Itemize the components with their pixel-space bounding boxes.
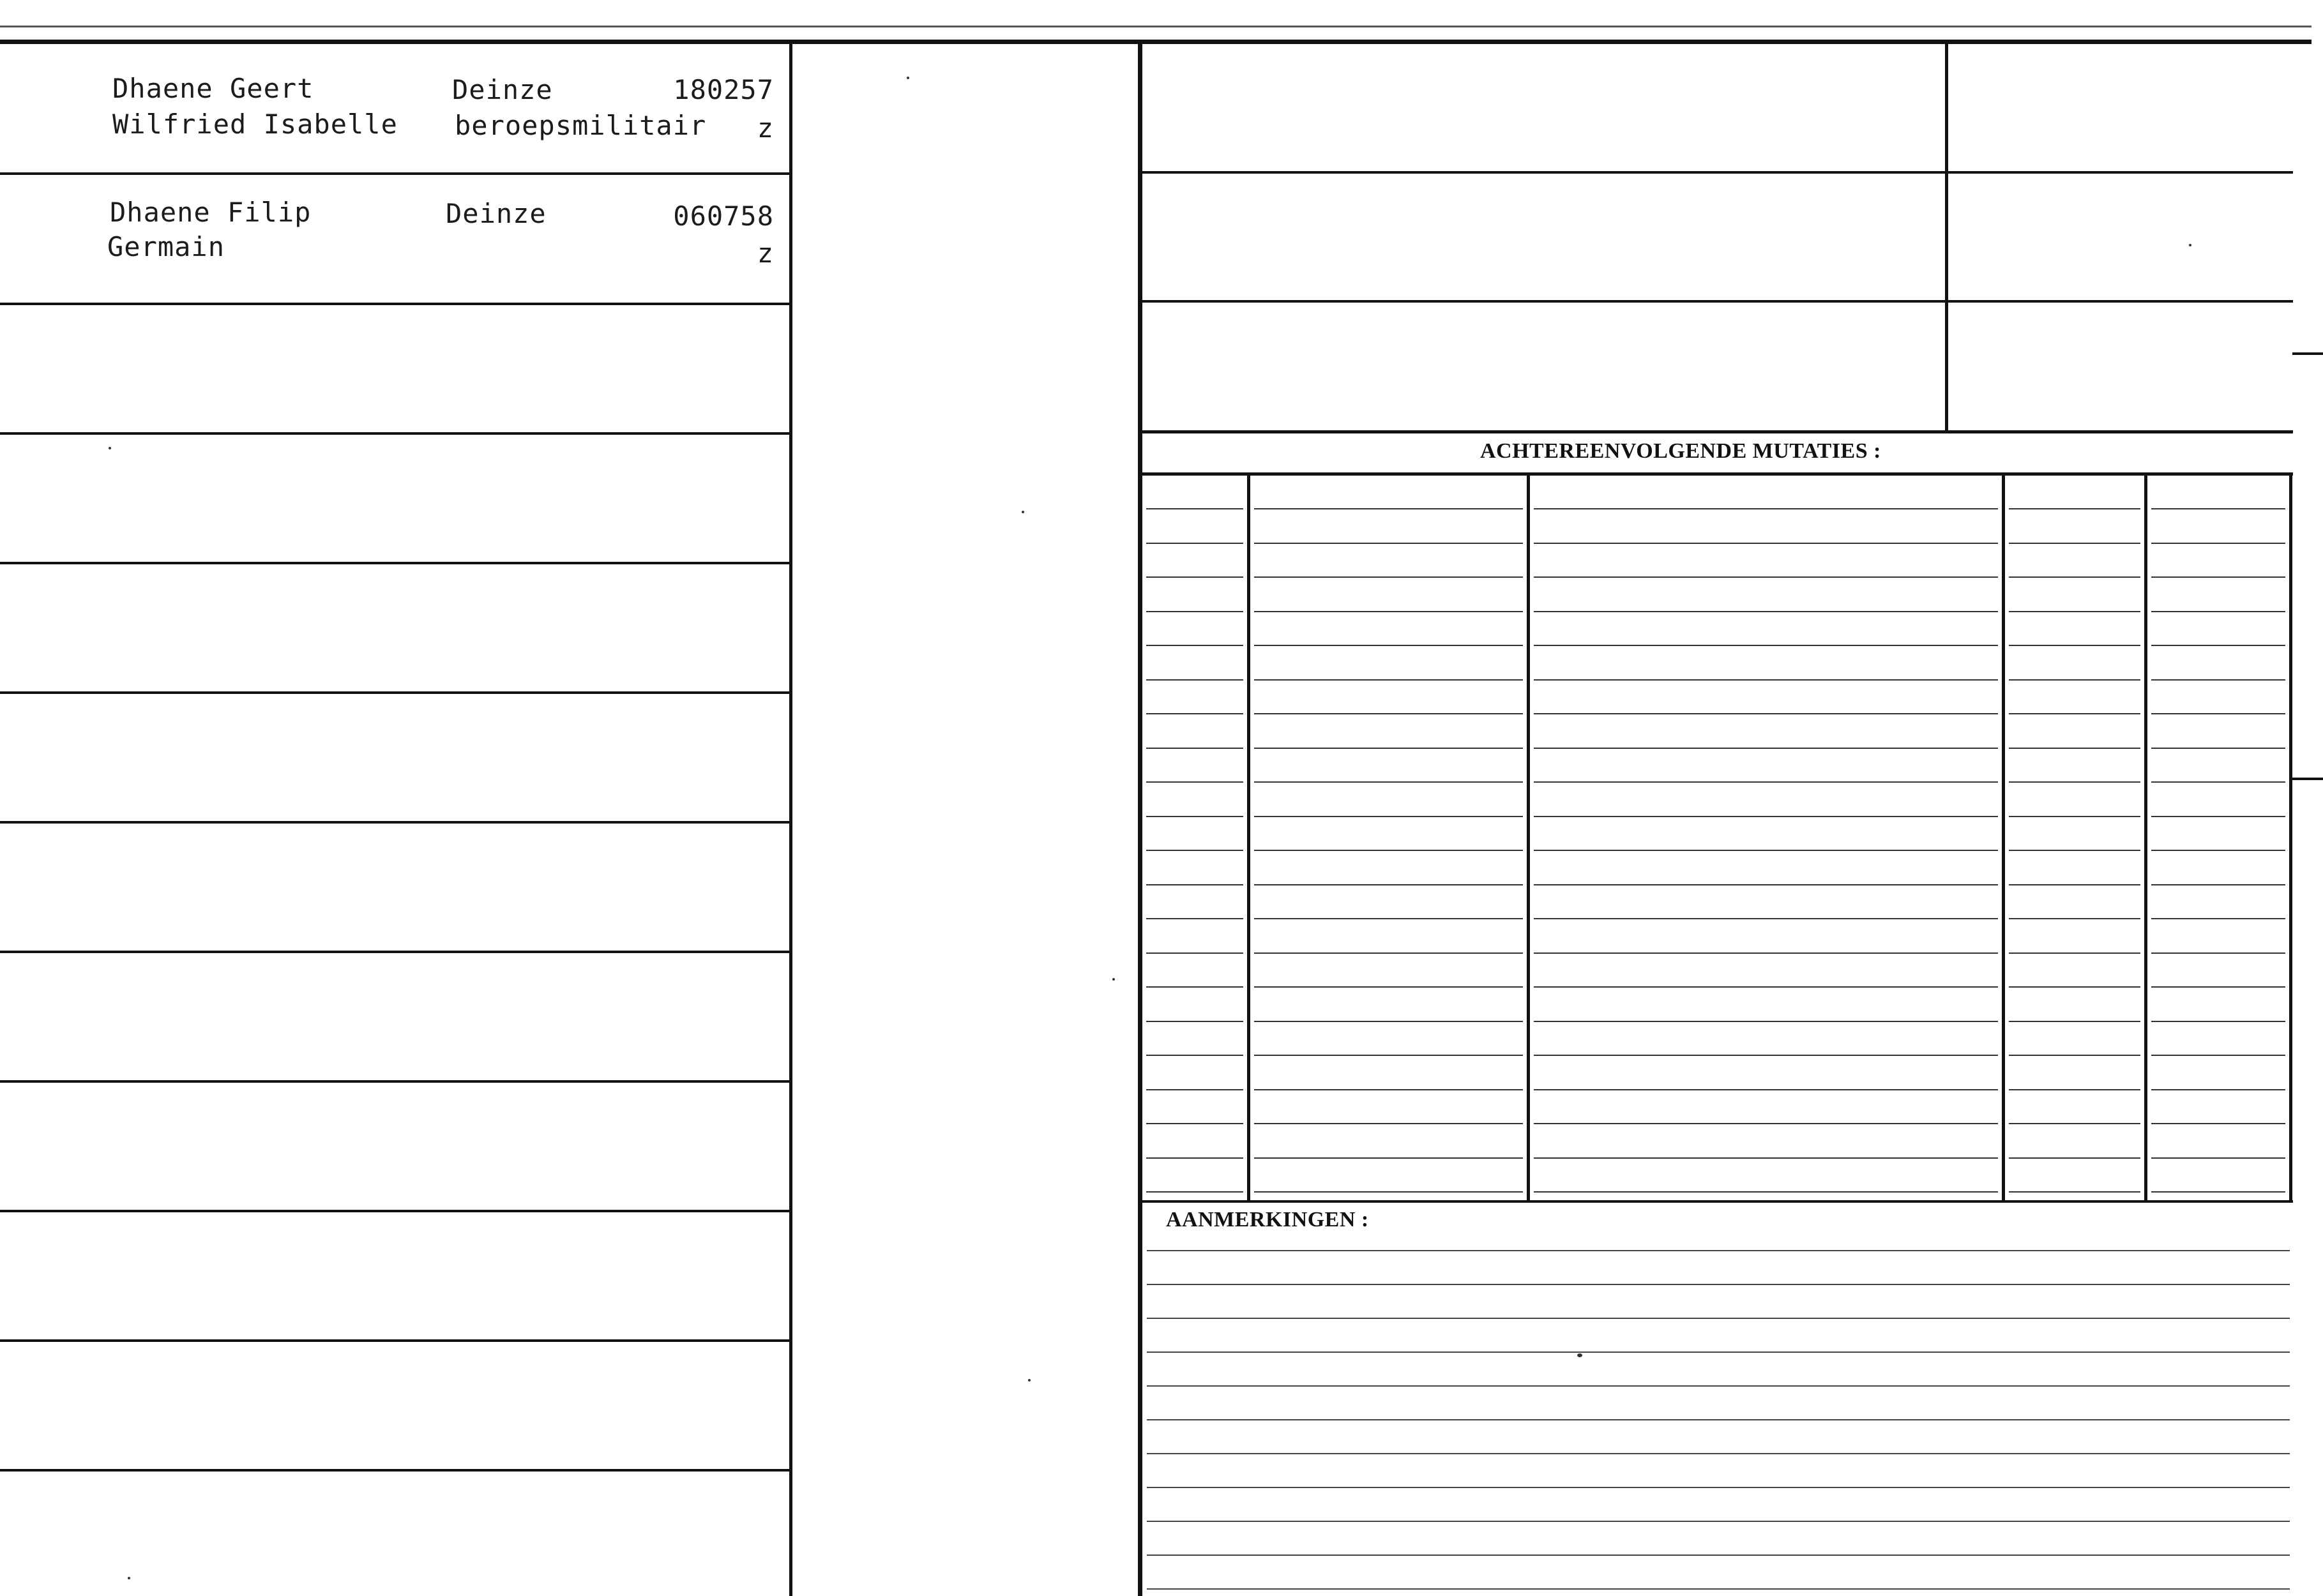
paper-speck xyxy=(1022,511,1024,513)
ruled-line xyxy=(1534,781,1998,783)
ruled-line xyxy=(1254,576,1523,578)
ruled-line xyxy=(1254,781,1523,783)
ruled-line xyxy=(1534,1021,1998,1022)
ruled-line xyxy=(2151,850,2285,851)
ruled-line xyxy=(1146,645,1243,646)
ruled-line xyxy=(2151,986,2285,988)
row-line xyxy=(0,951,791,953)
ruled-line xyxy=(1534,1191,1998,1193)
ruled-line xyxy=(1146,918,1243,919)
person-given-names: Germain xyxy=(107,231,225,262)
remarks-title: AANMERKINGEN : xyxy=(1166,1208,1369,1231)
ruled-line xyxy=(1146,1055,1243,1056)
ruled-line xyxy=(1147,1419,2290,1420)
ruled-line xyxy=(1146,1157,1243,1159)
ruled-line xyxy=(1254,611,1523,612)
ruled-line xyxy=(1146,781,1243,783)
ruled-line xyxy=(1534,1089,1998,1090)
ruled-line xyxy=(1254,748,1523,749)
ruled-line xyxy=(1146,508,1243,509)
ruled-line xyxy=(1146,952,1243,954)
ruled-line xyxy=(1146,1021,1243,1022)
ruled-line xyxy=(1146,748,1243,749)
ruled-line xyxy=(1146,1191,1243,1193)
ruled-line xyxy=(1534,1157,1998,1159)
top-edge-line xyxy=(0,26,2312,27)
ruled-line xyxy=(1254,713,1523,714)
ruled-line xyxy=(1534,986,1998,988)
ruled-line xyxy=(2151,918,2285,919)
column-divider xyxy=(1945,42,1948,430)
row-line xyxy=(0,1210,791,1212)
ruled-line xyxy=(1534,1055,1998,1056)
ruled-line xyxy=(2151,781,2285,783)
ruled-line xyxy=(2151,1191,2285,1193)
ruled-line xyxy=(2009,1055,2140,1056)
birth-place: Deinze xyxy=(446,198,547,229)
ruled-line xyxy=(1146,1123,1243,1124)
ruled-line xyxy=(1534,884,1998,885)
ruled-line xyxy=(2009,1089,2140,1090)
birth-date: 060758 xyxy=(673,200,774,232)
paper-speck xyxy=(128,1577,130,1579)
column-divider xyxy=(1138,42,1142,1596)
ruled-line xyxy=(1534,918,1998,919)
relation-code: z xyxy=(757,112,774,144)
ruled-line xyxy=(2151,508,2285,509)
row-line xyxy=(0,303,791,305)
ruled-line xyxy=(2009,748,2140,749)
ruled-line xyxy=(2151,952,2285,954)
ruled-line xyxy=(1254,918,1523,919)
ruled-line xyxy=(1146,816,1243,817)
ruled-line xyxy=(2009,611,2140,612)
ruled-line xyxy=(1146,850,1243,851)
ruled-line xyxy=(1254,816,1523,817)
ruled-line xyxy=(1146,1089,1243,1090)
ruled-line xyxy=(1146,576,1243,578)
ruled-line xyxy=(2009,679,2140,681)
ruled-line xyxy=(2151,611,2285,612)
ruled-line xyxy=(1147,1284,2290,1285)
row-line xyxy=(0,821,791,824)
ruled-line xyxy=(1254,645,1523,646)
ruled-line xyxy=(1534,748,1998,749)
ruled-line xyxy=(1147,1385,2290,1387)
ruled-line xyxy=(1146,679,1243,681)
paper-speck xyxy=(109,447,111,449)
row-line xyxy=(0,432,791,435)
ruled-line xyxy=(2009,986,2140,988)
birth-place: Deinze xyxy=(452,74,553,105)
ruled-line xyxy=(2009,543,2140,544)
ruled-line xyxy=(2009,508,2140,509)
ruled-line xyxy=(2151,576,2285,578)
ruled-line xyxy=(1254,1021,1523,1022)
edge-mark xyxy=(2292,352,2323,355)
ruled-line xyxy=(2009,884,2140,885)
ruled-line xyxy=(1534,679,1998,681)
ruled-line xyxy=(1254,1191,1523,1193)
ruled-line xyxy=(2009,1157,2140,1159)
ruled-line xyxy=(1534,952,1998,954)
person-name: Dhaene Filip xyxy=(110,197,312,228)
ruled-line xyxy=(1534,645,1998,646)
ruled-line xyxy=(1147,1351,2290,1353)
ruled-line xyxy=(1254,952,1523,954)
ruled-line xyxy=(1147,1453,2290,1454)
ruled-line xyxy=(2009,816,2140,817)
ruled-line xyxy=(2009,1191,2140,1193)
ruled-line xyxy=(1147,1250,2290,1251)
mutations-bottom-line xyxy=(1140,1200,2293,1203)
edge-mark xyxy=(2292,778,2323,780)
ruled-line xyxy=(1254,1055,1523,1056)
ruled-line xyxy=(2151,1089,2285,1090)
row-line xyxy=(0,1080,791,1083)
ruled-line xyxy=(2151,816,2285,817)
ruled-line xyxy=(2009,918,2140,919)
mutations-header-line xyxy=(1140,472,2293,476)
paper-speck xyxy=(1112,978,1115,981)
table-column-divider xyxy=(2144,474,2147,1201)
ruled-line xyxy=(1147,1588,2290,1590)
ruled-line xyxy=(2009,952,2140,954)
ruled-line xyxy=(1254,543,1523,544)
paper-speck xyxy=(1028,1379,1031,1381)
ruled-line xyxy=(2009,781,2140,783)
table-column-divider xyxy=(2002,474,2005,1201)
ruled-line xyxy=(2009,1123,2140,1124)
row-line xyxy=(0,1339,791,1342)
row-line xyxy=(0,691,791,694)
row-line xyxy=(1140,171,2293,174)
ruled-line xyxy=(1147,1318,2290,1319)
ruled-line xyxy=(1534,543,1998,544)
ruled-line xyxy=(1254,1089,1523,1090)
ruled-line xyxy=(2151,1055,2285,1056)
table-column-divider xyxy=(1247,474,1250,1201)
ruled-line xyxy=(2151,1123,2285,1124)
ruled-line xyxy=(1146,884,1243,885)
ruled-line xyxy=(1534,1123,1998,1124)
ruled-line xyxy=(2009,713,2140,714)
ruled-line xyxy=(2151,748,2285,749)
ruled-line xyxy=(2151,679,2285,681)
ruled-line xyxy=(2009,850,2140,851)
ruled-line xyxy=(2151,713,2285,714)
ruled-line xyxy=(2009,576,2140,578)
birth-date: 180257 xyxy=(673,74,774,105)
ruled-line xyxy=(2151,645,2285,646)
ruled-line xyxy=(1146,713,1243,714)
person-name: Dhaene Geert xyxy=(112,73,314,104)
row-line xyxy=(0,172,791,175)
ruled-line xyxy=(1147,1521,2290,1522)
ruled-line xyxy=(1534,576,1998,578)
occupation: beroepsmilitair xyxy=(455,110,707,141)
ruled-line xyxy=(1254,1157,1523,1159)
ruled-line xyxy=(1146,986,1243,988)
table-column-divider xyxy=(1527,474,1530,1201)
ruled-line xyxy=(1254,679,1523,681)
paper-speck xyxy=(2189,244,2191,246)
ruled-line xyxy=(1254,884,1523,885)
paper-speck xyxy=(907,77,909,79)
ruled-line xyxy=(1534,713,1998,714)
ruled-line xyxy=(2009,645,2140,646)
ruled-line xyxy=(1534,850,1998,851)
row-line xyxy=(0,562,791,564)
row-line xyxy=(0,1469,791,1472)
paper-speck xyxy=(1577,1353,1582,1357)
ruled-line xyxy=(1254,1123,1523,1124)
ruled-line xyxy=(1146,611,1243,612)
ruled-line xyxy=(1254,508,1523,509)
ruled-line xyxy=(2151,543,2285,544)
ruled-line xyxy=(2151,884,2285,885)
ruled-line xyxy=(1254,850,1523,851)
table-column-divider xyxy=(2289,474,2292,1201)
row-line xyxy=(1140,300,2293,303)
ruled-line xyxy=(1147,1555,2290,1556)
top-border xyxy=(0,40,2312,44)
ruled-line xyxy=(2009,1021,2140,1022)
ruled-line xyxy=(1534,611,1998,612)
person-given-names: Wilfried Isabelle xyxy=(112,109,398,140)
ruled-line xyxy=(1147,1487,2290,1488)
ruled-line xyxy=(1254,986,1523,988)
ruled-line xyxy=(1534,816,1998,817)
row-line xyxy=(1140,430,2293,433)
ruled-line xyxy=(1534,508,1998,509)
ruled-line xyxy=(2151,1157,2285,1159)
mutations-title: ACHTEREENVOLGENDE MUTATIES : xyxy=(1480,439,1881,463)
ruled-line xyxy=(2151,1021,2285,1022)
ruled-line xyxy=(1146,543,1243,544)
column-divider xyxy=(789,42,792,1596)
relation-code: z xyxy=(757,237,774,269)
